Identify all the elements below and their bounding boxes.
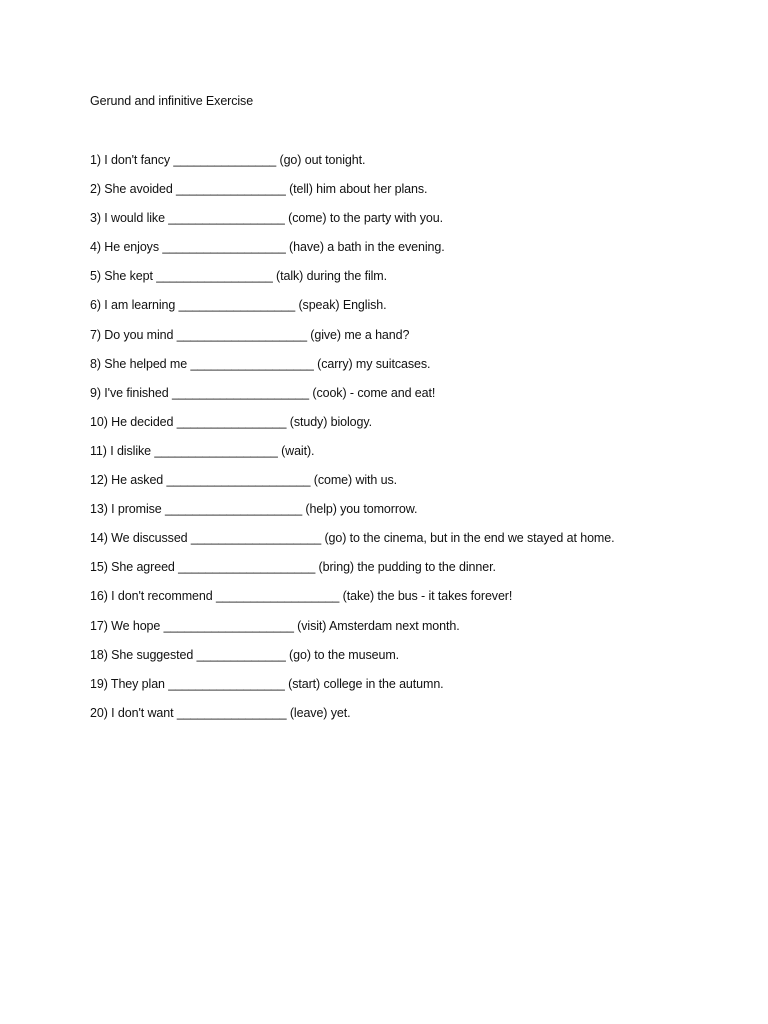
exercise-item: 4) He enjoys __________________ (have) a bath in the evening. — [90, 240, 445, 255]
exercise-item: 14) We discussed ___________________ (go) to the cinema, but in the end we stayed at home. — [90, 531, 615, 546]
exercise-item: 3) I would like _________________ (come) to the party with you. — [90, 211, 443, 226]
exercise-item: 11) I dislike __________________ (wait). — [90, 443, 315, 458]
exercise-item: 1) I don't fancy _______________ (go) out tonight. — [90, 153, 366, 167]
exercise-item: 2) She avoided ________________ (tell) him about her plans. — [90, 182, 428, 197]
exercise-item: 12) He asked _____________________ (come) with us. — [90, 473, 398, 488]
exercise-item: 19) They plan _________________ (start) college in the autumn. — [90, 676, 444, 691]
exercise-item: 8) She helped me __________________ (carry) my suitcases. — [90, 356, 431, 371]
exercise-item: 13) I promise ____________________ (help) you tomorrow. — [90, 502, 418, 517]
exercise-item: 17) We hope ___________________ (visit) Amsterdam next month. — [90, 618, 460, 633]
exercise-item: 5) She kept _________________ (talk) during the film. — [90, 269, 387, 284]
exercise-item: 10) He decided ________________ (study) biology. — [90, 414, 372, 429]
exercise-item: 16) I don't recommend __________________ (take) the bus - it takes forever! — [90, 589, 513, 604]
exercise-list — [90, 152, 614, 734]
exercise-item: 15) She agreed ____________________ (bring) the pudding to the dinner. — [90, 560, 496, 575]
exercise-item: 9) I've finished ____________________ (cook) - come and eat! — [90, 385, 436, 400]
exercise-item: 6) I am learning _________________ (speak) English. — [90, 298, 387, 313]
exercise-item: 7) Do you mind ___________________ (give) me a hand? — [90, 327, 410, 342]
document-title: Gerund and infinitive Exercise — [90, 94, 254, 108]
exercise-item: 18) She suggested _____________ (go) to the museum. — [90, 647, 400, 662]
exercise-item: 20) I don't want ________________ (leave) yet. — [90, 705, 351, 720]
